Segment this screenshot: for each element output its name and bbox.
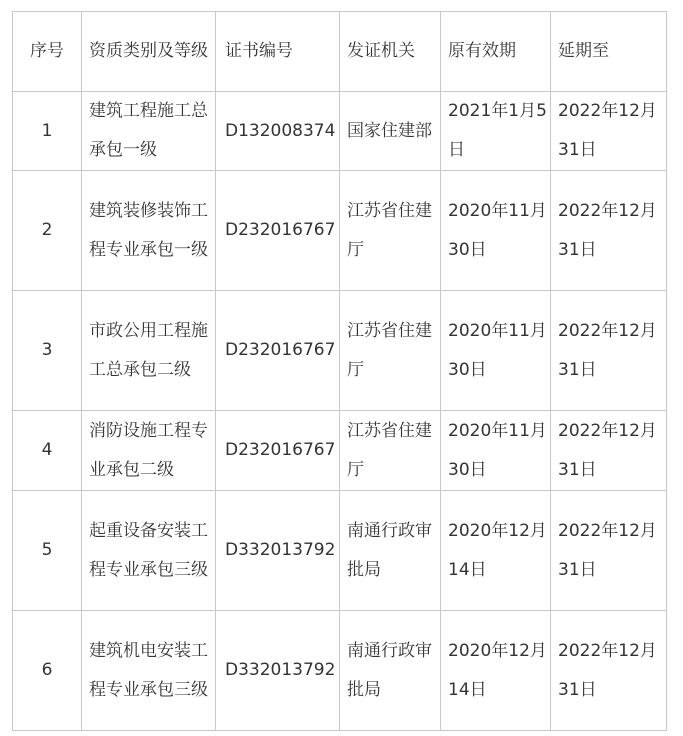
cell-certificate-number: D332013792 — [216, 611, 340, 731]
cell-original-validity: 2020年12月14日 — [441, 491, 551, 611]
cell-extended-to: 2022年12月31日 — [551, 411, 667, 491]
cell-original-validity: 2020年12月14日 — [441, 611, 551, 731]
cell-qualification-type: 建筑工程施工总承包一级 — [82, 92, 216, 171]
cell-issuing-authority: 南通行政审批局 — [340, 491, 441, 611]
cell-qualification-type: 建筑机电安装工程专业承包三级 — [82, 611, 216, 731]
cell-original-validity: 2020年11月30日 — [441, 411, 551, 491]
cell-seq: 2 — [13, 171, 82, 291]
cell-issuing-authority: 江苏省住建厅 — [340, 411, 441, 491]
table-row — [13, 291, 667, 411]
table-row — [13, 611, 667, 731]
cell-issuing-authority: 江苏省住建厅 — [340, 291, 441, 411]
cell-certificate-number: D232016767 — [216, 411, 340, 491]
cell-seq: 5 — [13, 491, 82, 611]
table-row — [13, 491, 667, 611]
cell-certificate-number: D332013792 — [216, 491, 340, 611]
cell-qualification-type: 市政公用工程施工总承包二级 — [82, 291, 216, 411]
cell-issuing-authority: 南通行政审批局 — [340, 611, 441, 731]
cell-seq: 4 — [13, 411, 82, 491]
header-certificate-number: 证书编号 — [216, 12, 340, 92]
cell-issuing-authority: 国家住建部 — [340, 92, 441, 171]
cell-extended-to: 2022年12月31日 — [551, 611, 667, 731]
cell-issuing-authority: 江苏省住建厅 — [340, 171, 441, 291]
cell-seq: 6 — [13, 611, 82, 731]
header-extended-to: 延期至 — [551, 12, 667, 92]
cell-certificate-number: D132008374 — [216, 92, 340, 171]
cropped-text-below — [0, 722, 683, 736]
table-row — [13, 411, 667, 491]
table-row — [13, 92, 667, 171]
cell-qualification-type: 消防设施工程专业承包二级 — [82, 411, 216, 491]
header-qualification-type: 资质类别及等级 — [82, 12, 216, 92]
cell-extended-to: 2022年12月31日 — [551, 171, 667, 291]
cell-qualification-type: 建筑装修装饰工程专业承包一级 — [82, 171, 216, 291]
qualification-table — [12, 11, 667, 731]
cell-seq: 3 — [13, 291, 82, 411]
cell-original-validity: 2020年11月30日 — [441, 171, 551, 291]
cropped-text-above — [0, 0, 683, 11]
cell-original-validity: 2020年11月30日 — [441, 291, 551, 411]
header-seq: 序号 — [13, 12, 82, 92]
cell-qualification-type: 起重设备安装工程专业承包三级 — [82, 491, 216, 611]
header-original-validity: 原有效期 — [441, 12, 551, 92]
cell-certificate-number: D232016767 — [216, 291, 340, 411]
table-row — [13, 171, 667, 291]
cell-certificate-number: D232016767 — [216, 171, 340, 291]
header-issuing-authority: 发证机关 — [340, 12, 441, 92]
cell-original-validity: 2021年1月5日 — [441, 92, 551, 171]
cell-extended-to: 2022年12月31日 — [551, 92, 667, 171]
cell-seq: 1 — [13, 92, 82, 171]
cell-extended-to: 2022年12月31日 — [551, 291, 667, 411]
header-row — [13, 12, 667, 92]
cell-extended-to: 2022年12月31日 — [551, 491, 667, 611]
